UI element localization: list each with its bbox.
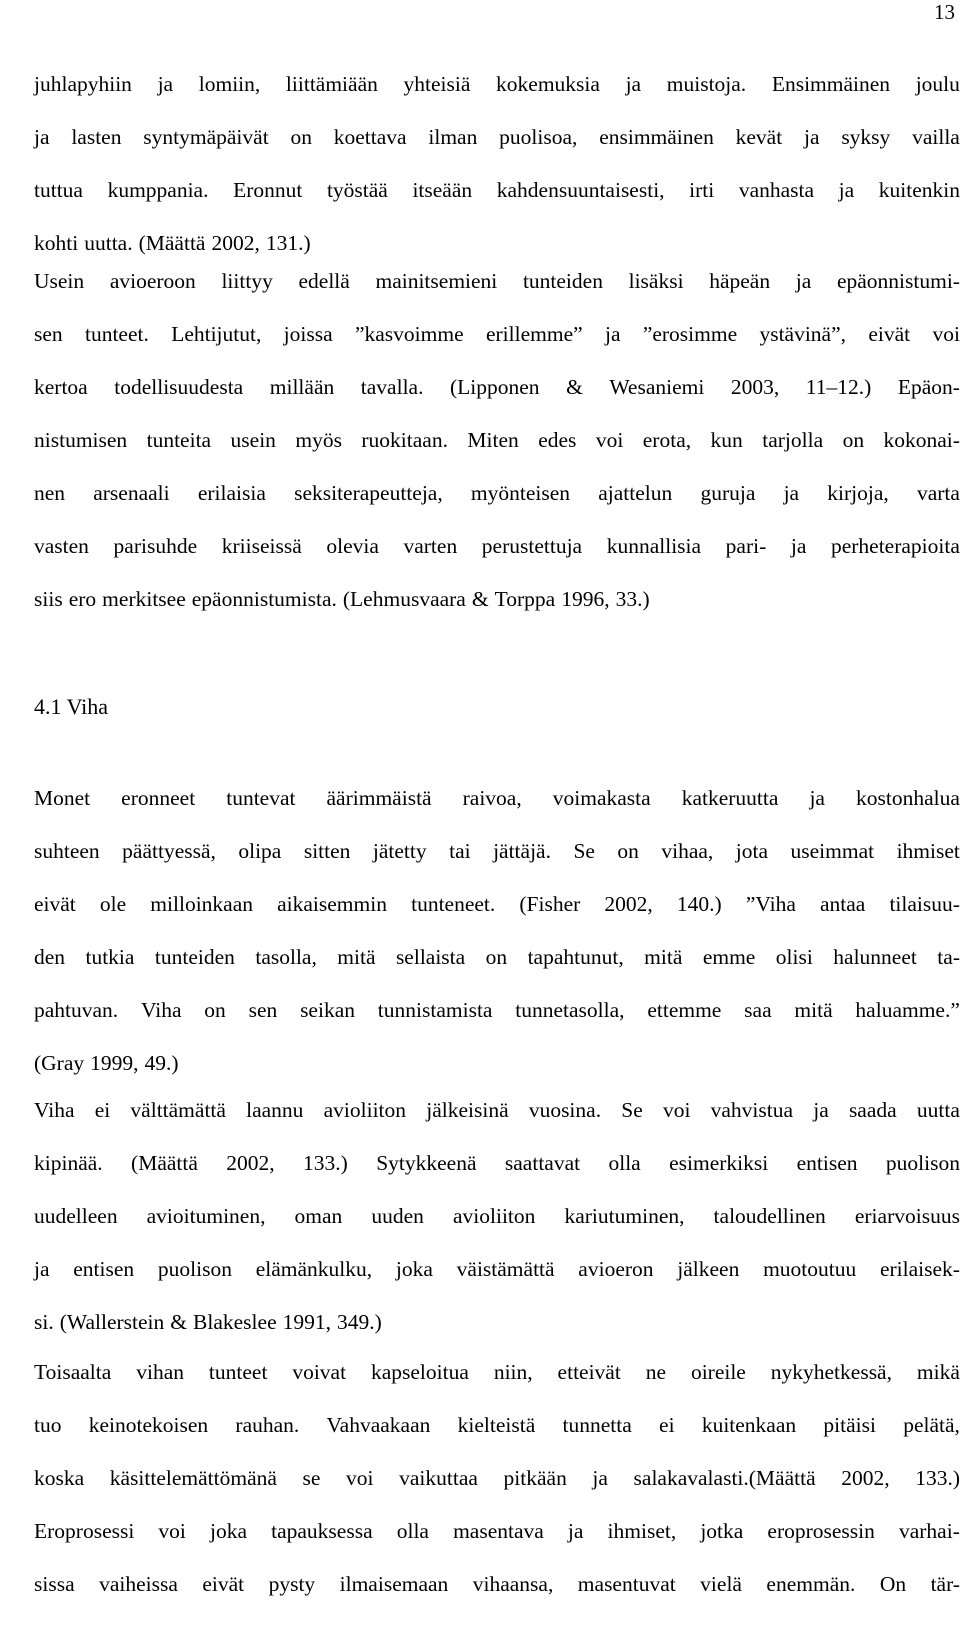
text-line: nen arsenaali erilaisia seksiterapeutteja, myönteisen ajattelun guruja ja kirjoja, varta	[34, 481, 960, 505]
text-line: siis ero merkitsee epäonnistumista. (Lehmusvaara & Torppa 1996, 33.)	[34, 587, 650, 611]
text-line: Usein avioeroon liittyy edellä mainitsemieni tunteiden lisäksi häpeän ja epäonnistumi-	[34, 269, 960, 293]
text-line: kohti uutta. (Määttä 2002, 131.)	[34, 231, 311, 255]
section-heading: 4.1 Viha	[34, 694, 109, 719]
text-line: den tutkia tunteiden tasolla, mitä sellaista on tapahtunut, mitä emme olisi halunneet ta-	[34, 945, 960, 969]
text-line: ja entisen puolison elämänkulku, joka väistämättä avioeron jälkeen muotoutuu erilaisek-	[34, 1257, 960, 1281]
text-line: suhteen päättyessä, olipa sitten jätetty tai jättäjä. Se on vihaa, jota useimmat ihmiset	[34, 839, 960, 863]
paragraph-4	[34, 1096, 960, 1361]
text-line: tuttua kumppania. Eronnut työstää itseään kahdensuuntaisesti, irti vanhasta ja kuitenkin	[34, 178, 960, 202]
text-line: Monet eronneet tuntevat äärimmäistä raivoa, voimakasta katkeruutta ja kostonhalua	[34, 786, 960, 810]
text-line: sissa vaiheissa eivät pysty ilmaisemaan vihaansa, masentuvat vielä enemmän. On tär-	[34, 1572, 960, 1596]
text-line: (Gray 1999, 49.)	[34, 1051, 179, 1075]
text-line: nistumisen tunteita usein myös ruokitaan. Miten edes voi erota, kun tarjolla on kokonai-	[34, 428, 960, 452]
text-line: kipinää. (Määttä 2002, 133.) Sytykkeenä saattavat olla esimerkiksi entisen puolison	[34, 1151, 960, 1175]
text-line: Eroprosessi voi joka tapauksessa olla masentava ja ihmiset, jotka eroprosessin varhai-	[34, 1519, 960, 1543]
text-line: ja lasten syntymäpäivät on koettava ilman puolisoa, ensimmäinen kevät ja syksy vailla	[34, 125, 960, 149]
text-line: kertoa todellisuudesta millään tavalla. (Lipponen & Wesaniemi 2003, 11–12.) Epäon-	[34, 375, 960, 399]
paragraph-5	[34, 1358, 960, 1623]
text-line: vasten parisuhde kriiseissä olevia varten perustettuja kunnallisia pari- ja perheterapioita	[34, 534, 960, 558]
text-line: si. (Wallerstein & Blakeslee 1991, 349.)	[34, 1310, 382, 1334]
text-line: sen tunteet. Lehtijutut, joissa ”kasvoimme erillemme” ja ”erosimme ystävinä”, eivät voi	[34, 322, 960, 346]
text-line: koska käsittelemättömänä se voi vaikuttaa pitkään ja salakavalasti.(Määttä 2002, 133.)	[34, 1466, 960, 1490]
text-line: tuo keinotekoisen rauhan. Vahvaakaan kielteistä tunnetta ei kuitenkaan pitäisi pelätä,	[34, 1413, 960, 1437]
page-number: 13	[934, 0, 955, 24]
paragraph-2	[34, 267, 960, 638]
text-line: Viha ei välttämättä laannu avioliiton jälkeisinä vuosina. Se voi vahvistua ja saada uutta	[34, 1098, 960, 1122]
paragraph-3	[34, 784, 960, 1102]
text-line: uudelleen avioituminen, oman uuden avioliiton kariutuminen, taloudellinen eriarvoisuus	[34, 1204, 960, 1228]
paragraph-1	[34, 70, 960, 282]
text-line: pahtuvan. Viha on sen seikan tunnistamista tunnetasolla, ettemme saa mitä haluamme.”	[34, 998, 960, 1022]
text-line: eivät ole milloinkaan aikaisemmin tunteneet. (Fisher 2002, 140.) ”Viha antaa tilaisuu-	[34, 892, 960, 916]
text-line: juhlapyhiin ja lomiin, liittämiään yhteisiä kokemuksia ja muistoja. Ensimmäinen joulu	[34, 72, 960, 96]
text-line: Toisaalta vihan tunteet voivat kapseloitua niin, etteivät ne oireile nykyhetkessä, mikä	[34, 1360, 960, 1384]
